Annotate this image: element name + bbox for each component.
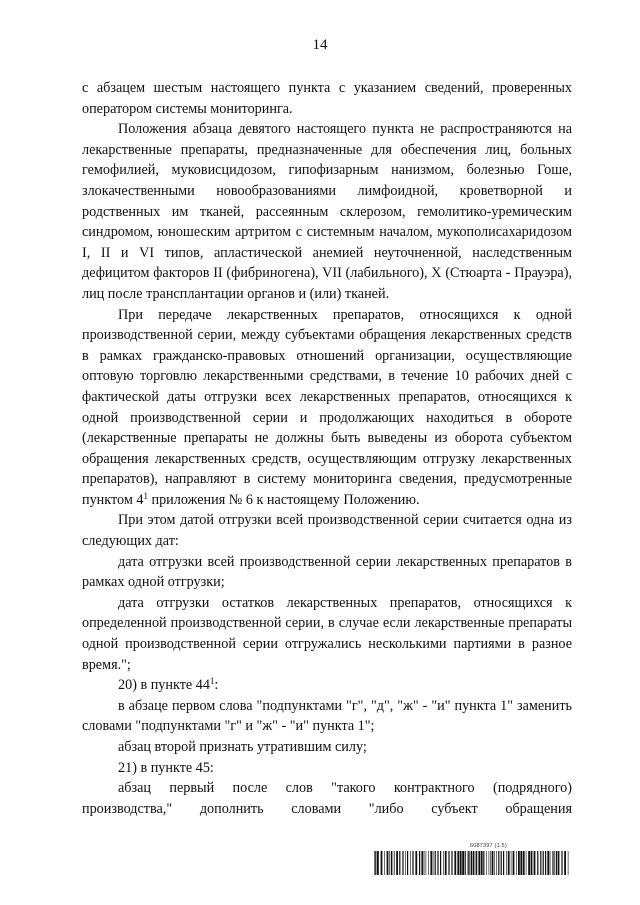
paragraph-11: абзац первый после слов "такого контрактного (подрядного) производства," дополнить словами "либо субъект обращения (82, 780, 572, 817)
document-body (82, 78, 572, 819)
paragraph-10: 21) в пункте 45: (118, 759, 214, 776)
page-number: 14 (312, 37, 328, 53)
paragraph-4: При этом датой отгрузки всей производственной серии считается одна из следующих дат: (82, 512, 572, 550)
paragraph-3 (82, 305, 572, 511)
document-code: 6087397 (1.5) (470, 843, 507, 849)
paragraph-7-tail: : (214, 677, 219, 694)
paragraph-6: дата отгрузки остатков лекарственных препаратов, относящихся к определенной производственной серии, в случае если лекарственные препараты одной производственной серии отгружались несколькими партиями в разное время."; (82, 594, 572, 673)
barcode (374, 851, 570, 875)
paragraph-1: с абзацем шестым настоящего пункта с указанием сведений, проверенных оператором системы мониторинга. (82, 80, 572, 117)
paragraph-9: абзац второй признать утратившим силу; (118, 739, 367, 755)
paragraph-5: дата отгрузки всей производственной серии лекарственных препаратов в рамках одной отгрузки; (82, 553, 572, 591)
paragraph-7 (82, 675, 572, 696)
paragraph-3-tail: приложения № 6 к настоящему Положению. (147, 491, 420, 508)
paragraph-2: Положения абзаца девятого настоящего пункта не распространяются на лекарственные препараты, предназначенные для обеспечения лиц, больных гемофилией, муковисцидозом, гипофизарным нанизмом, болезнью Гоше, злокачественными новообразованиями лимфоидной, кроветворной и родственных им тканей, рассеянным склерозом, гемолитико-уремическим синдромом, юношеским артритом с системным началом, мукополисахаридозом I, II и VI типов, апластической анемией неуточненной, наследственным дефицитом факторов II (фибриногена), VII (лабильного), X (Стюарта - Прауэра), лиц после трансплантации органов и (или) тканей. (82, 121, 572, 302)
superscript: 1 (209, 676, 215, 687)
superscript: 1 (143, 490, 148, 501)
paragraph-3-text: При передаче лекарственных препаратов, относящихся к одной производственной серии, между субъектами обращения лекарственных средств в рамках гражданско-правовых отношений организации, осуществляющие оптовую торговлю лекарственными средствами, в течение 10 рабочих дней с фактической даты отгрузки всех лекарственных препаратов, относящихся к одной производственной серии и продолжающих находиться в обороте (лекарственные препараты не должны быть выведены из оборота субъектом обращения лекарственных средств, осуществляющим отгрузку лекарственных препаратов), направляют в систему мониторинга сведения, предусмотренные пунктом 4 (82, 306, 572, 508)
paragraph-8: в абзаце первом слова "подпунктами "г", "д", "ж" - "и" пункта 1" заменить словами "подпунктами "г" и "ж" - "и" пункта 1"; (82, 697, 572, 735)
paragraph-7-text: 20) в пункте 44 (118, 677, 210, 694)
